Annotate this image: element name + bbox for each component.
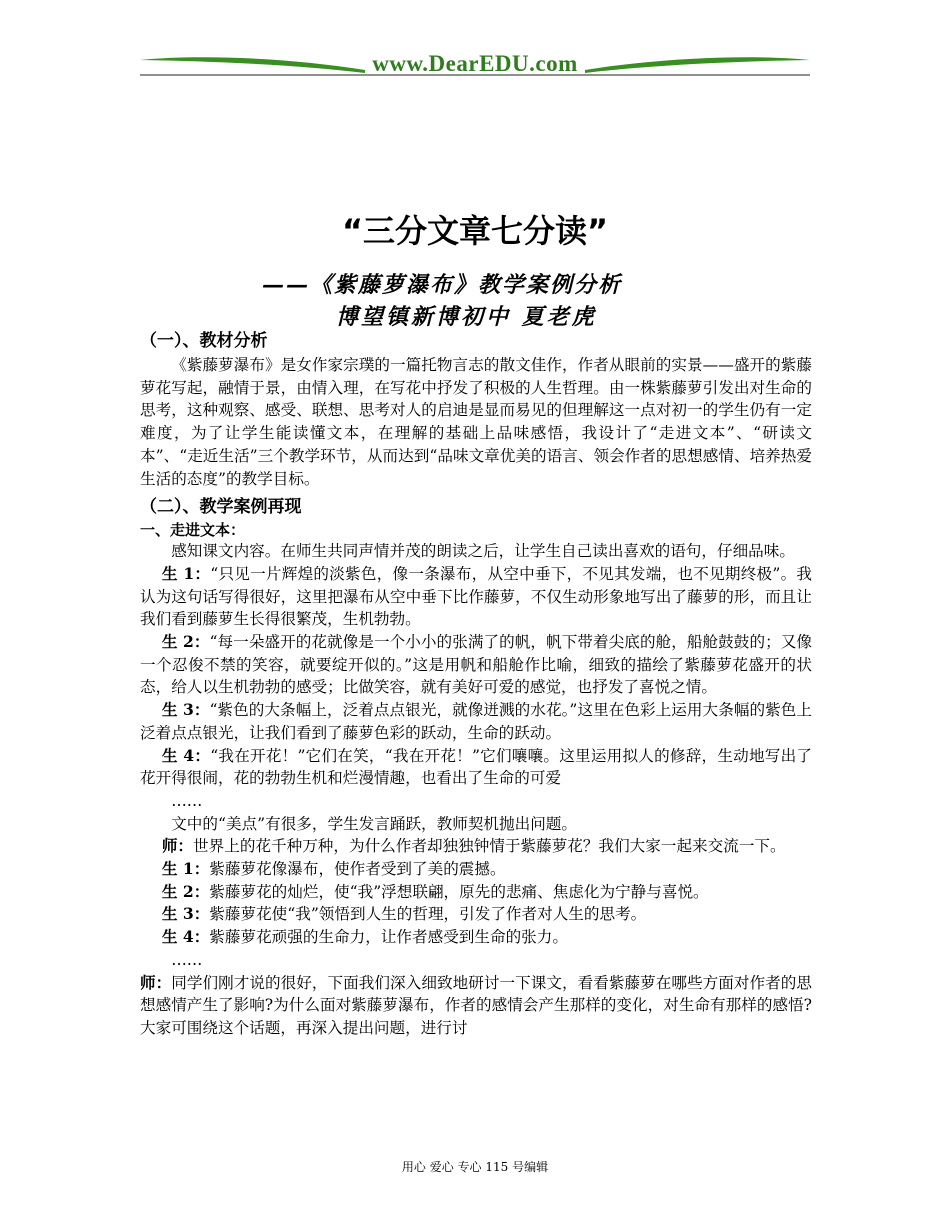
speaker-label: 师： bbox=[161, 836, 194, 856]
response-text: “我在开花！”它们在笑，“我在开花！”它们嚷嚷。这里运用拟人的修辞，生动地写出了花开得很闹，花的勃勃生机和烂漫情趣，也看出了生命的可爱 bbox=[140, 746, 813, 788]
speaker-label: 师： bbox=[140, 972, 172, 992]
paragraph: 感知课文内容。在师生共同声情并茂的朗读之后，让学生自己读出喜欢的语句，仔细品味。 bbox=[171, 542, 795, 561]
question-text: 世界上的花千种万种，为什么作者却独独钟情于紫藤萝花？我们大家一起来交流一下。 bbox=[193, 837, 786, 856]
site-header bbox=[140, 48, 810, 82]
page-footer: 用心 爱心 专心 115 号编辑 bbox=[401, 1160, 549, 1174]
document-body bbox=[140, 328, 812, 1040]
page-title: “三分文章七分读” bbox=[341, 212, 609, 250]
student-response bbox=[140, 745, 812, 790]
student-response bbox=[140, 631, 812, 699]
site-url[interactable]: www.DearEDU.com bbox=[372, 51, 578, 76]
ellipsis: …… bbox=[171, 791, 203, 810]
subsection-heading: 一、走进文本： bbox=[140, 521, 246, 540]
author-line: 博望镇新博初中 夏老虎 bbox=[336, 304, 597, 330]
student-response bbox=[140, 699, 812, 744]
response-text: “每一朵盛开的花就像是一个小小的张满了的帆，帆下带着尖底的舱，船舱鼓鼓的；又像一个忍俊不禁的笑容，就要绽开似的。”这是用帆和船舱作比喻，细致的描绘了紫藤萝花盛开的状态，给人以生机勃勃的感受；比做笑容，就有美好可爱的感觉，也抒发了喜悦之情。 bbox=[140, 633, 812, 697]
speaker-label: 生 2： bbox=[161, 881, 210, 901]
answer-text: 紫藤萝花顽强的生命力，让作者感受到生命的张力。 bbox=[209, 928, 568, 947]
student-answer bbox=[140, 858, 812, 881]
speaker-label: 生 3： bbox=[161, 904, 210, 924]
response-text: “只见一片辉煌的淡紫色，像一条瀑布，从空中垂下，不见其发端，也不见期终极”。我认为这句话写得很好，这里把瀑布从空中垂下比作藤萝，不仅生动形象地写出了藤萝的形，而且让我们看到藤萝生长得很繁茂，生机勃勃。 bbox=[140, 564, 812, 629]
answer-text: 紫藤萝花像瀑布，使作者受到了美的震撼。 bbox=[209, 860, 506, 879]
paragraph: 《紫藤萝瀑布》是女作家宗璞的一篇托物言志的散文佳作，作者从眼前的实景——盛开的紫藤萝花写起，融情于景，由情入理，在写花中抒发了积极的人生哲理。由一株紫藤萝引发出对生命的思考，这种观察、感受、联想、思考对人的启迪是显而易见的但理解这一点对初一的学生仍有一定难度，为了让学生能读懂文本，在理解的基础上品味感悟，我设计了“走进文本”、“研读文本”、“走近生活”三个教学环节，从而达到“品味文章优美的语言、领会作者的思想感情、培养热爱生活的态度”的教学目标。 bbox=[140, 356, 812, 488]
teacher-question bbox=[140, 835, 812, 858]
section-heading: （二）、教学案例再现 bbox=[140, 497, 302, 518]
speaker-label: 生 2： bbox=[161, 632, 210, 652]
page-subtitle: ——《紫藤萝瀑布》教学案例分析 bbox=[262, 272, 623, 298]
ellipsis: …… bbox=[171, 950, 203, 969]
speaker-label: 生 1： bbox=[161, 563, 211, 583]
answer-text: 紫藤萝花的灿烂，使“我”浮想联翩，原先的悲痛、焦虑化为宁静与喜悦。 bbox=[209, 882, 709, 901]
answer-text: 紫藤萝花使“我”领悟到人生的哲理，引发了作者对人生的思考。 bbox=[209, 905, 647, 924]
speaker-label: 生 3： bbox=[161, 700, 210, 720]
student-response bbox=[140, 563, 812, 631]
speaker-label: 生 4： bbox=[161, 927, 210, 947]
paragraph: 文中的“美点”有很多，学生发言踊跃，教师契机抛出问题。 bbox=[171, 814, 577, 833]
teacher-question bbox=[140, 972, 812, 1040]
speaker-label: 生 4： bbox=[161, 745, 211, 765]
student-answer bbox=[140, 926, 812, 949]
student-answer bbox=[140, 881, 812, 904]
question-text: 同学们刚才说的很好，下面我们深入细致地研讨一下课文，看看紫藤萝在哪些方面对作者的思想感情产生了影响?为什么面对紫藤萝瀑布，作者的感情会产生那样的变化，对生命有那样的感悟?大家可围绕这个话题，再深入提出问题，进行讨 bbox=[140, 973, 812, 1037]
response-text: “紫色的大条幅上，泛着点点银光，就像迸溅的水花。”这里在色彩上运用大条幅的紫色上泛着点点银光，让我们看到了藤萝色彩的跃动，生命的跃动。 bbox=[140, 701, 812, 742]
speaker-label: 生 1： bbox=[161, 859, 210, 879]
section-heading: （一）、教材分析 bbox=[140, 331, 268, 351]
student-answer bbox=[140, 903, 812, 926]
